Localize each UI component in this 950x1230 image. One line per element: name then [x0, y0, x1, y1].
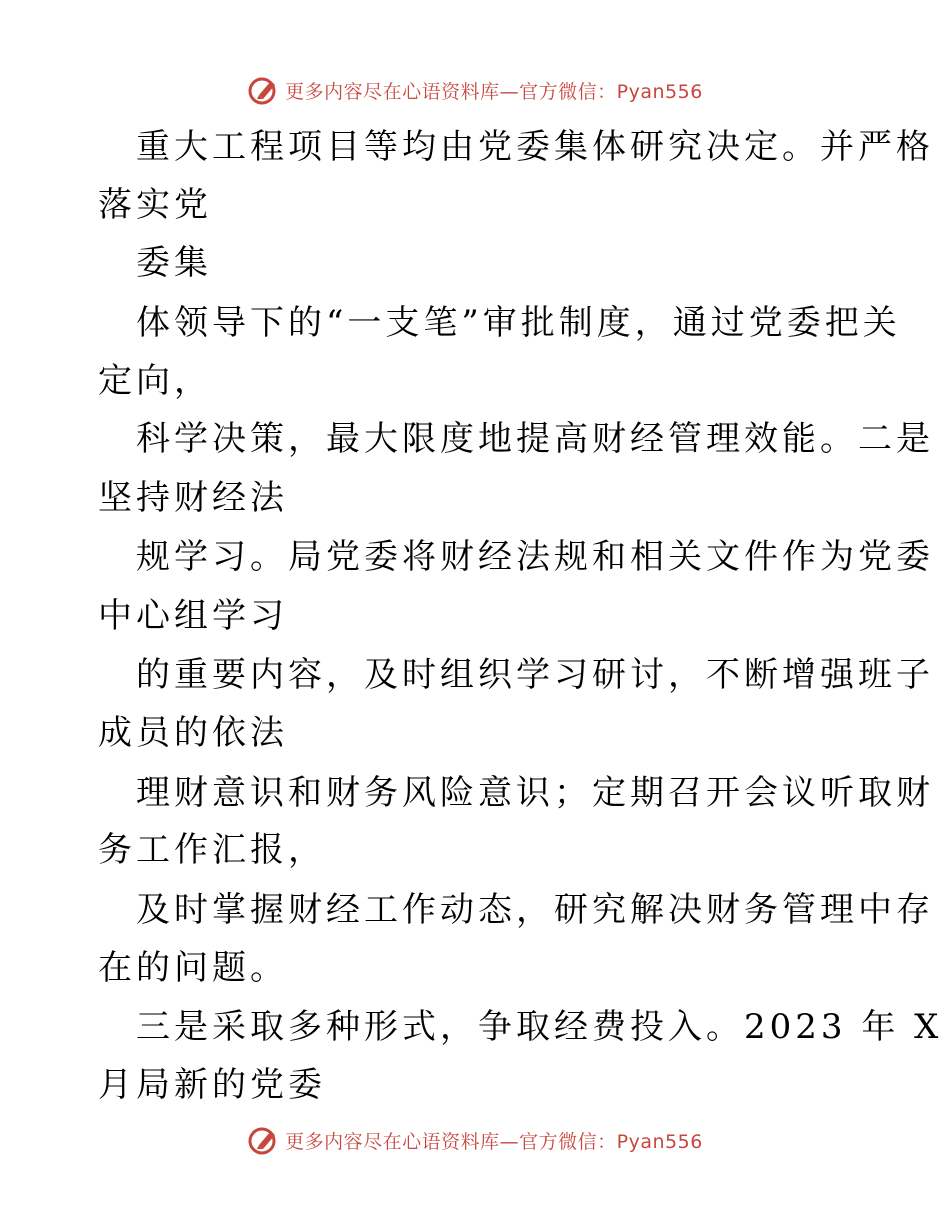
- paragraph-line: 务工作汇报，: [98, 830, 326, 870]
- paragraph-line: 及时掌握财经工作动态，研究解决财务管理中存: [136, 890, 934, 930]
- paragraph-line: 落实党: [98, 185, 212, 225]
- paragraph-line: 月局新的党委: [98, 1065, 326, 1105]
- watermark-text: 更多内容尽在心语资料库—官方微信：Pyan556: [285, 1130, 703, 1153]
- paragraph-line: 在的问题。: [98, 948, 288, 988]
- paragraph-line: 成员的依法: [98, 713, 288, 753]
- footer-watermark: [0, 1120, 950, 1160]
- paragraph-line: 中心组学习: [98, 596, 288, 636]
- paragraph-line: 重大工程项目等均由党委集体研究决定。并严格: [136, 127, 934, 167]
- pen-nib-logo-icon: [247, 73, 281, 107]
- watermark-text: 更多内容尽在心语资料库—官方微信：Pyan556: [285, 80, 703, 103]
- paragraph-line: 规学习。局党委将财经法规和相关文件作为党委: [136, 537, 934, 577]
- paragraph-line: 坚持财经法: [98, 478, 288, 518]
- paragraph-line: 科学决策，最大限度地提高财经管理效能。二是: [136, 419, 934, 459]
- paragraph-line: 理财意识和财务风险意识；定期召开会议听取财: [136, 773, 934, 813]
- paragraph-line: 委集: [136, 243, 212, 283]
- paragraph-line: 体领导下的“一支笔”审批制度，通过党委把关: [136, 303, 901, 343]
- paragraph-line: 定向，: [98, 361, 212, 401]
- paragraph-line: 三是采取多种形式，争取经费投入。2023 年 X: [136, 1007, 943, 1047]
- pen-nib-logo-icon: [247, 1123, 281, 1157]
- paragraph-line: 的重要内容，及时组织学习研讨，不断增强班子: [136, 655, 934, 695]
- header-watermark: [0, 70, 950, 110]
